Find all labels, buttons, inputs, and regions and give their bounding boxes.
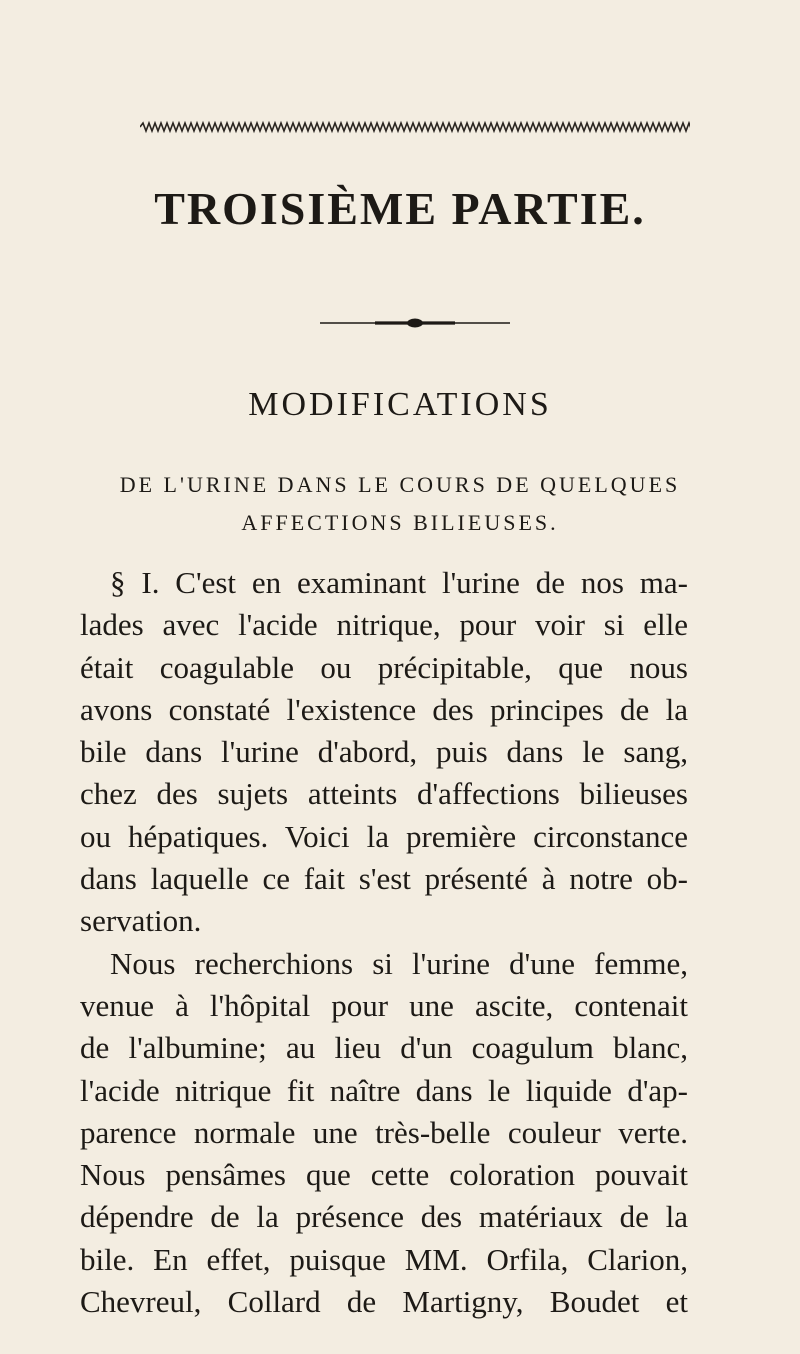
text-line: servation. (80, 903, 202, 939)
text-line: § I. C'est en examinant l'urine de nos ma- (110, 565, 688, 600)
part-title: TROISIÈME PARTIE. (154, 183, 646, 234)
section-divider (320, 318, 510, 328)
text-line: ou hépatiques. Voici la première circonstance (80, 818, 688, 854)
text-line: bile. En effet, puisque MM. Orfila, Clarion, (80, 1241, 688, 1277)
text-line: était coagulable ou précipitable, que nous (80, 649, 688, 685)
text-line: bile dans l'urine d'abord, puis dans le sang, (80, 734, 688, 770)
text-line: Nous recherchions si l'urine d'une femme, (110, 945, 688, 981)
body-text (80, 562, 688, 1323)
ornamental-header-rule (140, 120, 690, 134)
subtitle-line-2: AFFECTIONS BILIEUSES. (241, 510, 559, 535)
text-line: chez des sujets atteints d'affections bilieuses (80, 776, 688, 812)
text-line: Chevreul, Collard de Martigny, Boudet et (80, 1284, 688, 1320)
text-line: de l'albumine; au lieu d'un coagulum blanc, (80, 1030, 688, 1066)
text-line: venue à l'hôpital pour une ascite, contenait (80, 987, 688, 1023)
section-title: MODIFICATIONS (248, 386, 552, 423)
text-line: dans laquelle ce fait s'est présenté à notre ob- (80, 861, 688, 897)
text-line: Nous pensâmes que cette coloration pouvait (80, 1157, 688, 1193)
text-line: l'acide nitrique fit naître dans le liquide d'ap- (80, 1072, 688, 1108)
text-line: dépendre de la présence des matériaux de la (80, 1199, 688, 1235)
text-line: lades avec l'acide nitrique, pour voir si elle (80, 607, 688, 643)
text-line: parence normale une très-belle couleur verte. (80, 1114, 688, 1150)
text-line: avons constaté l'existence des principes de la (80, 691, 688, 727)
subtitle-line-1: DE L'URINE DANS LE COURS DE QUELQUES (119, 472, 681, 497)
